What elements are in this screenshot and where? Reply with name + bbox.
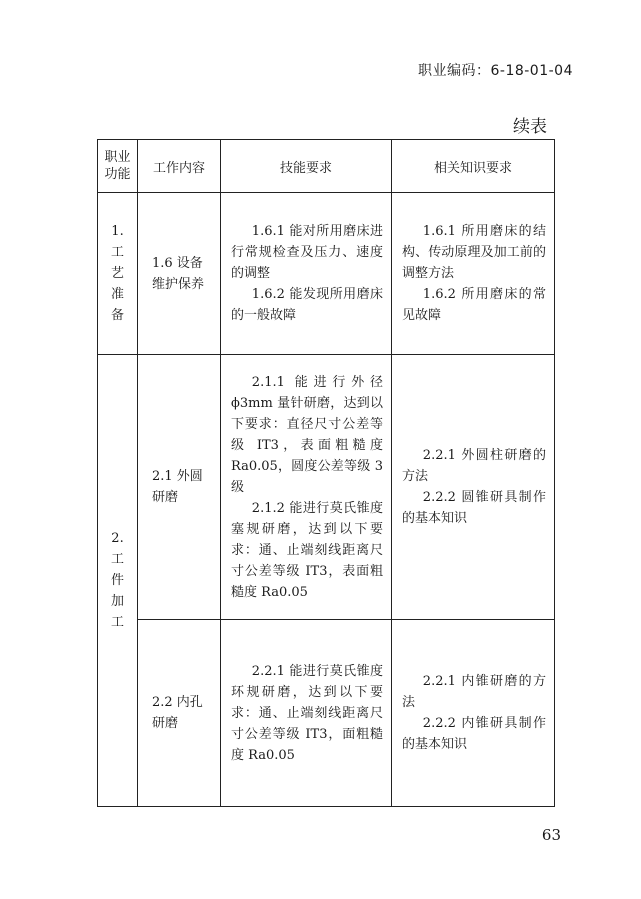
- knowledge-item: 2.2.1 外圆柱研磨的方法: [402, 448, 546, 484]
- skill-cell: [221, 355, 392, 620]
- occupation-code: 职业编码：6-18-01-04: [417, 63, 573, 79]
- work-content-cell: [138, 193, 221, 355]
- function-char: 艺: [110, 266, 124, 281]
- knowledge-item: 2.2.1 内锥研磨的方法: [402, 674, 546, 710]
- function-char: 件: [110, 573, 124, 588]
- skill-cell: [221, 620, 392, 807]
- function-char: 备: [110, 308, 124, 323]
- skill-item: 2.2.1 能进行莫氏锥度环规研磨，达到以下要求：通、止端刻线距离尺寸公差等级 IT3，面粗糙度 Ra0.05: [231, 663, 383, 763]
- header-skill-requirements: 技能要求: [221, 140, 392, 193]
- knowledge-cell: [392, 193, 555, 355]
- function-cell: [98, 193, 138, 355]
- knowledge-item: 2.2.2 内锥研具制作的基本知识: [402, 716, 546, 752]
- header-knowledge-requirements: 相关知识要求: [392, 140, 555, 193]
- function-char: 工: [110, 615, 124, 630]
- skill-item: 2.1.1 能进行外径 ϕ3mm 量针研磨，达到以下要求：直径尺寸公差等级 IT3，表面粗糙度 Ra0.05，圆度公差等级 3 级: [231, 374, 383, 495]
- continued-label: 续表: [513, 117, 547, 137]
- header-work-content: 工作内容: [138, 140, 221, 193]
- function-char: 准: [110, 287, 124, 302]
- table-header-row: [98, 140, 555, 193]
- skill-item: 2.1.2 能进行莫氏锥度塞规研磨，达到以下要求：通、止端刻线距离尺寸公差等级 IT3，表面粗糙度 Ra0.05: [231, 500, 383, 600]
- work-content-text: 2.2 内孔研磨: [152, 695, 203, 731]
- header-function: [98, 140, 138, 193]
- skill-requirements-table: [97, 139, 555, 807]
- page-number: 63: [541, 826, 561, 844]
- table-row: [98, 193, 555, 355]
- knowledge-cell: [392, 620, 555, 807]
- function-number: 1.: [111, 224, 124, 239]
- skill-item: 1.6.2 能发现所用磨床的一般故障: [231, 287, 383, 323]
- work-content-cell: [138, 620, 221, 807]
- skill-item: 1.6.1 能对所用磨床进行常规检查及压力、速度的调整: [231, 224, 383, 281]
- knowledge-item: 1.6.2 所用磨床的常见故障: [402, 287, 546, 323]
- function-number: 2.: [111, 531, 124, 546]
- header-function-label: 职业 功能: [104, 150, 131, 182]
- function-char: 工: [110, 245, 124, 260]
- knowledge-item: 2.2.2 圆锥研具制作的基本知识: [402, 490, 546, 526]
- function-cell: [98, 355, 138, 807]
- work-content-cell: [138, 355, 221, 620]
- table-row: [98, 620, 555, 807]
- knowledge-item: 1.6.1 所用磨床的结构、传动原理及加工前的调整方法: [402, 224, 546, 281]
- table-row: [98, 355, 555, 620]
- work-content-text: 2.1 外圆研磨: [152, 469, 203, 505]
- function-char: 工: [110, 552, 124, 567]
- skill-cell: [221, 193, 392, 355]
- work-content-text: 1.6 设备维护保养: [152, 255, 205, 292]
- knowledge-cell: [392, 355, 555, 620]
- function-char: 加: [110, 594, 124, 609]
